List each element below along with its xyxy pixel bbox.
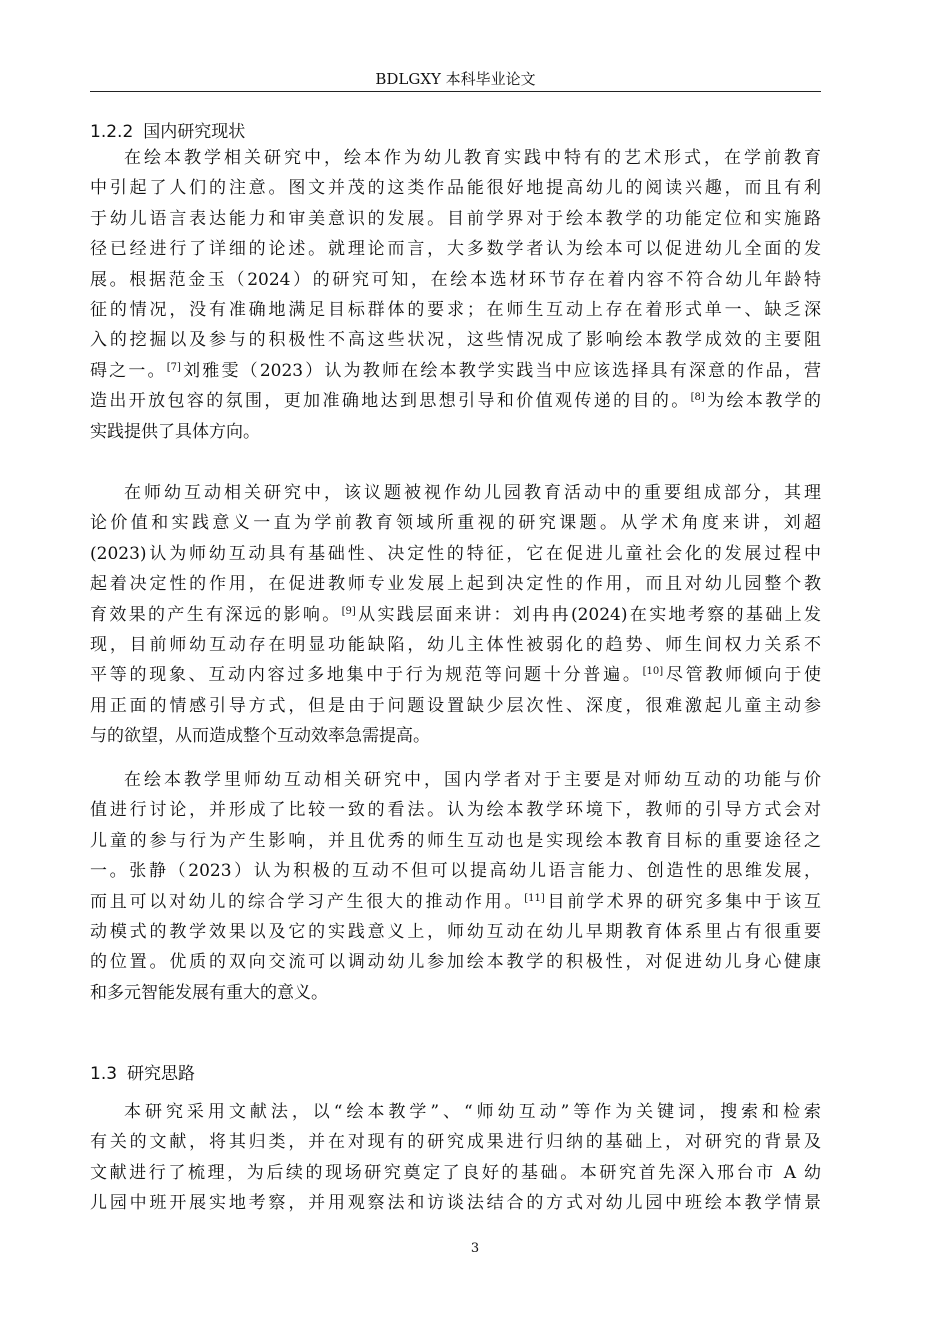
text-line: [90, 660, 821, 690]
text-line: 起着决定性的作用，在促进教师专业发展上起到决定性的作用，而且对幼儿园整个教: [90, 574, 821, 595]
text-line: 本研究采用文献法，以“绘本教学”、“师幼互动”等作为关键词，搜索和检索: [124, 1102, 821, 1122]
text-line: 和多元智能发展有重大的意义。: [90, 982, 328, 1003]
text-line: 动模式的教学效果以及它的实践意义上，师幼互动在幼儿早期教育体系里占有很重要: [90, 922, 821, 943]
text-line: 在绘本教学相关研究中，绘本作为幼儿教育实践中特有的艺术形式，在学前教育: [124, 148, 821, 168]
text-line: 中引起了人们的注意。图文并茂的这类作品能很好地提高幼儿的阅读兴趣，而且有利: [90, 178, 821, 199]
text-run: 而且可以对幼儿的综合学习产生很大的推动作用。: [90, 891, 525, 912]
text-line: 入的挖掘以及参与的积极性不高这些状况，这些情况成了影响绘本教学成效的主要阻: [90, 330, 821, 351]
text-line: 文献进行了梳理，为后续的现场研究奠定了良好的基础。本研究首先深入邢台市 A 幼: [90, 1162, 821, 1183]
citation-ref-8[interactable]: [8]: [690, 392, 705, 404]
text-line: 与的欲望，从而造成整个互动效率急需提高。: [90, 726, 430, 747]
section-number: 1.3: [90, 1064, 118, 1084]
paragraph-4: [90, 1097, 821, 1219]
text-run: 碍之一。: [90, 360, 167, 381]
text-line: 儿园中班开展实地考察，并用观察法和访谈法结合的方式对幼儿园中班绘本教学情景: [90, 1193, 821, 1214]
text-line: 在师幼互动相关研究中，该议题被视作幼儿园教育活动中的重要组成部分，其理: [124, 483, 821, 503]
text-line: [90, 356, 821, 386]
text-run: 从实践层面来讲：刘冉冉(2024)在实地考察的基础上发: [355, 604, 822, 625]
section-heading-1-2-2: [90, 120, 245, 144]
text-line: 征的情况，没有准确地满足目标群体的要求；在师生互动上存在着形式单一、缺乏深: [90, 300, 821, 321]
citation-ref-10[interactable]: [10]: [642, 666, 664, 678]
text-line: 在绘本教学里师幼互动相关研究中，国内学者对于主要是对师幼互动的功能与价: [124, 770, 821, 790]
section-title: 研究思路: [127, 1064, 196, 1084]
running-header: BDLGXY 本科毕业论文: [375, 70, 536, 88]
section-title: 国内研究现状: [143, 122, 246, 142]
text-run: 造出开放包容的氛围，更加准确地达到思想引导和价值观传递的目的。: [90, 391, 691, 412]
text-line: [90, 887, 821, 917]
text-run: 平等的现象、互动内容过多地集中于行为规范等问题十分普遍。: [90, 665, 643, 686]
text-line: 于幼儿语言表达能力和审美意识的发展。目前学界对于绘本教学的功能定位和实施路: [90, 208, 821, 229]
text-line: 一。张静（2023）认为积极的互动不但可以提高幼儿语言能力、创造性的思维发展，: [90, 861, 821, 882]
text-line: [90, 386, 821, 416]
text-line: (2023)认为师幼互动具有基础性、决定性的特征，它在促进儿童社会化的发展过程中: [90, 543, 821, 564]
text-run: 为绘本教学的: [704, 391, 822, 412]
text-line: 径已经进行了详细的论述。就理论而言，大多数学者认为绘本可以促进幼儿全面的发: [90, 239, 821, 260]
text-run: 育效果的产生有深远的影响。: [90, 604, 342, 625]
paragraph-1: [90, 143, 821, 447]
paragraph-3: [90, 765, 821, 1008]
text-line: [90, 600, 821, 630]
text-line: 儿童的参与行为产生影响，并且优秀的师生互动也是实现绘本教育目标的重要途径之: [90, 830, 821, 851]
page-number: 3: [470, 1241, 480, 1256]
text-run: 尽管教师倾向于使: [663, 665, 822, 686]
text-run: 目前学术界的研究多集中于该互: [544, 891, 822, 912]
text-run: 刘雅雯（2023）认为教师在绘本教学实践当中应该选择具有深意的作品，营: [180, 360, 822, 381]
citation-ref-9[interactable]: [9]: [341, 605, 356, 617]
header-rule: [90, 91, 821, 92]
text-line: 实践提供了具体方向。: [90, 421, 260, 442]
text-line: 展。根据范金玉（2024）的研究可知，在绘本选材环节存在着内容不符合幼儿年龄特: [90, 269, 821, 290]
section-heading-1-3: [90, 1062, 195, 1086]
text-line: 值进行讨论，并形成了比较一致的看法。认为绘本教学环境下，教师的引导方式会对: [90, 800, 821, 821]
citation-ref-11[interactable]: [11]: [524, 892, 545, 904]
text-line: 用正面的情感引导方式，但是由于问题设置缺少层次性、深度，很难激起儿童主动参: [90, 695, 821, 716]
text-line: 的位置。优质的双向交流可以调动幼儿参加绘本教学的积极性，对促进幼儿身心健康: [90, 952, 821, 973]
paragraph-2: [90, 478, 821, 752]
text-line: 论价值和实践意义一直为学前教育领域所重视的研究课题。从学术角度来讲，刘超: [90, 513, 821, 534]
section-number: 1.2.2: [90, 122, 134, 142]
text-line: 有关的文献，将其归类，并在对现有的研究成果进行归纳的基础上，对研究的背景及: [90, 1132, 821, 1153]
citation-ref-7[interactable]: [7]: [166, 361, 181, 373]
text-line: 现，目前师幼互动存在明显功能缺陷，幼儿主体性被弱化的趋势、师生间权力关系不: [90, 635, 821, 656]
